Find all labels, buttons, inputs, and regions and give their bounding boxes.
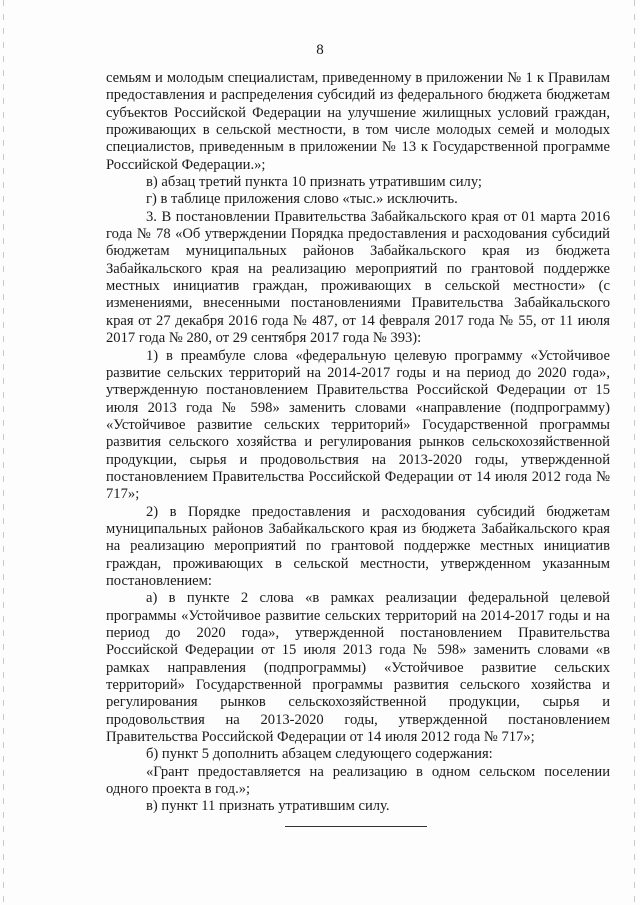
paragraph-item-a: а) в пункте 2 слова «в рамках реализации федеральной целевой программы «Устойчивое развитие сельских территорий на 2014-2017 годы и на период до 2020 года», утвержденной постановлением Правительства Российской Федерации от 15 июля 2013 года № 598» заменить словами «в рамках направления (подпрограммы) «Устойчивое развитие сельских территорий» Государственной программы развития сельского хозяйства и регулирования рынков сельскохозяйственной продукции, сырья и продовольствия на 2013-2020 годы, утвержденной постановлением Правительства Российской Федерации от 14 июля 2012 года № 717»;: [106, 590, 610, 746]
document-body: [106, 70, 610, 816]
paragraph-subitem-2: 2) в Порядке предоставления и расходования субсидий бюджетам муниципальных районов Забайкальского края из бюджета Забайкальского края на реализацию мероприятий по грантовой поддержке местных инициатив граждан, проживающих в сельской местности, утвержденном указанным постановлением:: [106, 503, 610, 589]
paragraph-item-v: в) абзац третий пункта 10 признать утратившим силу;: [146, 174, 482, 191]
end-of-document-rule: [285, 826, 427, 827]
paragraph-item-g: г) в таблице приложения слово «тыс.» исключить.: [146, 191, 458, 208]
paragraph-item-b: б) пункт 5 дополнить абзацем следующего содержания:: [146, 746, 493, 763]
paragraph-item-v-2: в) пункт 11 признать утратившим силу.: [146, 798, 390, 815]
paragraph-subitem-1: 1) в преамбуле слова «федеральную целевую программу «Устойчивое развитие сельских территорий на 2014-2017 годы и на период до 2020 года», утвержденную постановлением Правительства Российской Федерации от 15 июля 2013 года № 598» заменить словами «направление (подпрограмму) «Устойчивое развитие сельских территорий» Государственной программы развития сельского хозяйства и регулирования рынков сельскохозяйственной продукции, сырья и продовольствия на 2013-2020 годы, утвержденной постановлением Правительства Российской Федерации от 14 июля 2012 года № 717»;: [106, 347, 610, 503]
paragraph-section-3: 3. В постановлении Правительства Забайкальского края от 01 марта 2016 года № 78 «Об утверждении Порядка предоставления и расходования субсидий бюджетам муниципальных районов Забайкальского края из бюджета Забайкальского края на реализацию мероприятий по грантовой поддержке местных инициатив граждан, проживающих в сельской местности» (с изменениями, внесенными постановлениями Правительства Забайкальского края от 27 декабря 2016 года № 487, от 14 февраля 2017 года № 55, от 11 июля 2017 года № 280, от 29 сентября 2017 года № 393):: [106, 208, 610, 347]
paragraph-continuation: семьям и молодым специалистам, приведенному в приложении № 1 к Правилам предоставления и распределения субсидий из федерального бюджета бюджетам субъектов Российской Федерации на улучшение жилищных условий граждан, проживающих в сельской местности, в том числе молодых семей и молодых специалистов, приведенным в приложении № 13 к Государственной программе Российской Федерации.»;: [106, 70, 610, 173]
scan-edge-left: [3, 0, 4, 905]
scan-edge-right: [634, 0, 635, 905]
paragraph-quoted-text: «Грант предоставляется на реализацию в одном сельском поселении одного проекта в год.»;: [106, 763, 610, 798]
page-number: 8: [316, 42, 324, 58]
